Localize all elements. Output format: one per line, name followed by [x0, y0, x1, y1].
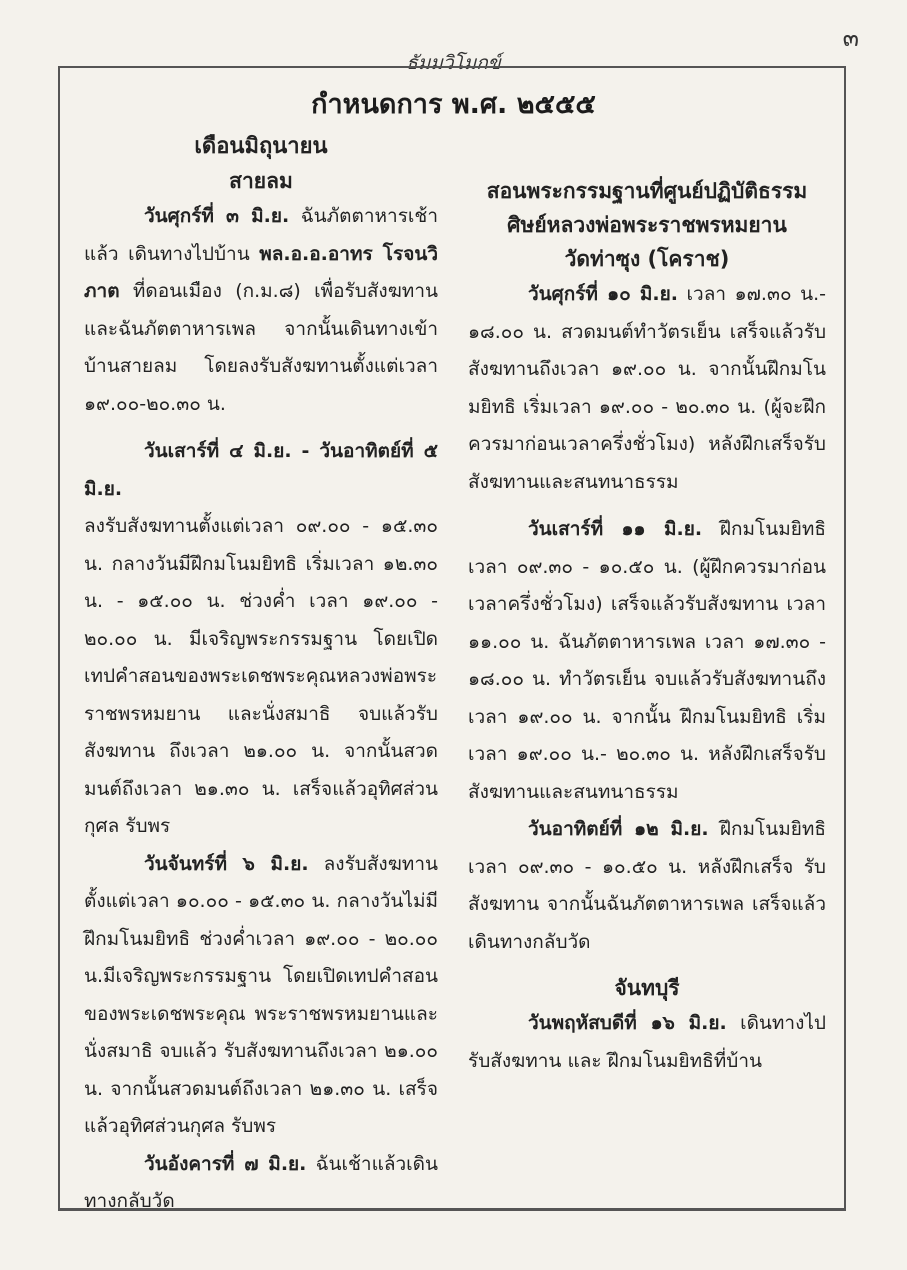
section-heading: ศิษย์หลวงพ่อพระราชพรหมยาน	[507, 213, 787, 237]
entry-text: เดินทางไปรับสังฆทาน และ ฝึกมโนมยิทธิที่บ้าน	[468, 1012, 826, 1072]
entry-text: ฝึกมโนมยิทธิ เวลา ๐๙.๓๐ - ๑๐.๕๐ น. (ผู้ฝึกควรมาก่อนเวลาครึ่งชั่วโมง) เสร็จแล้วรับสังฆทาน เวลา ๑๑.๐๐ น. ฉันภัตตาหารเพล เวลา ๑๗.๓๐ - ๑๘.๐๐ น. ทำวัตรเย็น จบแล้วรับสังฆทานถึงเวลา ๑๙.๐๐ น. จากนั้น ฝึกมโนมยิทธิ เริ่มเวลา ๑๙.๐๐ น.- ๒๐.๓๐ น. หลังฝึกเสร็จรับสังฆทานและสนทนาธรรม	[468, 518, 826, 803]
right-column	[468, 174, 826, 1080]
entry-text: ลงรับสังฆทานตั้งแต่เวลา ๑๐.๐๐ - ๑๕.๓๐ น. กลางวันไม่มีฝึกมโนมยิทธิ ช่วงค่ำเวลา ๑๙.๐๐ - ๒๐.๐๐ น.มีเจริญพระกรรมฐาน โดยเปิดเทปคำสอนของพระเดชพระคุณ พระราชพรหมยานและนั่งสมาธิ จบแล้ว รับสังฆทานถึงเวลา ๒๑.๐๐ น. จากนั้นสวดมนต์ถึงเวลา ๒๑.๓๐ น. เสร็จแล้วอุทิศส่วนกุศล รับพร	[84, 852, 438, 1137]
entry-text: ลงรับสังฆทานตั้งแต่เวลา ๐๙.๐๐ - ๑๕.๓๐ น. กลางวันมีฝึกมโนมยิทธิ เริ่มเวลา ๑๒.๓๐ น. - ๑๕.๐๐ น. ช่วงค่ำ เวลา ๑๙.๐๐ - ๒๐.๐๐ น. มีเจริญพระกรรมฐาน โดยเปิดเทปคำสอนของพระเดชพระคุณหลวงพ่อพระราชพรหมยาน และนั่งสมาธิ จบแล้วรับสังฆทาน ถึงเวลา ๒๑.๐๐ น. จากนั้นสวดมนต์ถึงเวลา ๒๑.๓๐ น. เสร็จแล้วอุทิศส่วนกุศล รับพร	[84, 515, 438, 837]
running-head: ธัมมวิโมกข์	[406, 52, 501, 74]
entry-date: วันเสาร์ที่ ๑๑ มิ.ย.	[528, 518, 703, 540]
schedule-entry	[468, 276, 826, 501]
page-number: ๓	[842, 24, 859, 52]
entry-host-name: พล.อ.อ.อาทร โรจนวิภาต	[84, 242, 438, 302]
entry-date: วันอาทิตย์ที่ ๑๒ มิ.ย.	[528, 818, 709, 840]
place-heading-sailom: สายลม	[229, 169, 293, 193]
schedule-entry	[84, 198, 438, 423]
schedule-entry	[84, 846, 438, 1146]
entry-text: ฉันภัตตาหารเช้าแล้ว เดินทางไปบ้าน	[84, 205, 438, 265]
schedule-entry	[468, 511, 826, 811]
entry-text: ที่ดอนเมือง (ก.ม.๘) เพื่อรับสังฆทาน และฉันภัตตาหารเพล จากนั้นเดินทางเข้าบ้านสายลม โดยลงรับสังฆทานตั้งแต่เวลา ๑๙.๐๐-๒๐.๓๐ น.	[84, 280, 438, 415]
month-heading: เดือนมิถุนายน	[194, 134, 328, 159]
entry-date: วันศุกร์ที่ ๓ มิ.ย.	[144, 205, 290, 227]
schedule-entry	[84, 433, 438, 846]
schedule-entry	[468, 1005, 826, 1080]
entry-date: วันพฤหัสบดีที่ ๑๖ มิ.ย.	[528, 1012, 727, 1034]
section-heading: สอนพระกรรมฐานที่ศูนย์ปฏิบัติธรรม	[486, 179, 808, 203]
entry-date: วันจันทร์ที่ ๖ มิ.ย.	[144, 852, 309, 875]
left-column	[84, 130, 438, 1221]
entry-date: วันอังคารที่ ๗ มิ.ย.	[144, 1152, 307, 1175]
section-heading: วัดท่าซุง (โคราช)	[564, 247, 730, 271]
entry-date: วันศุกร์ที่ ๑๐ มิ.ย.	[528, 283, 678, 305]
entry-text: เวลา ๑๗.๓๐ น.- ๑๘.๐๐ น. สวดมนต์ทำวัตรเย็น เสร็จแล้วรับสังฆทานถึงเวลา ๑๙.๐๐ น. จากนั้นฝึกมโนมยิทธิ เริ่มเวลา ๑๙.๐๐ - ๒๐.๓๐ น. (ผู้จะฝึกควรมาก่อนเวลาครึ่งชั่วโมง) หลังฝึกเสร็จรับสังฆทานและสนทนาธรรม	[468, 283, 826, 493]
entry-text: ฉันเช้าแล้วเดินทางกลับวัด	[84, 1152, 438, 1212]
entry-date: วันเสาร์ที่ ๔ มิ.ย. - วันอาทิตย์ที่ ๕ มิ.ย.	[84, 440, 438, 500]
schedule-entry	[84, 1146, 438, 1221]
schedule-entry	[468, 811, 826, 961]
entry-text: ฝึกมโนมยิทธิ เวลา ๐๙.๓๐ - ๑๐.๕๐ น. หลังฝึกเสร็จ รับสังฆทาน จากนั้นฉันภัตตาหารเพล เสร็จแล้วเดินทางกลับวัด	[468, 818, 826, 953]
place-heading-chanthaburi: จันทบุรี	[614, 976, 680, 1000]
page-title: กำหนดการ พ.ศ. ๒๕๕๕	[311, 89, 596, 120]
